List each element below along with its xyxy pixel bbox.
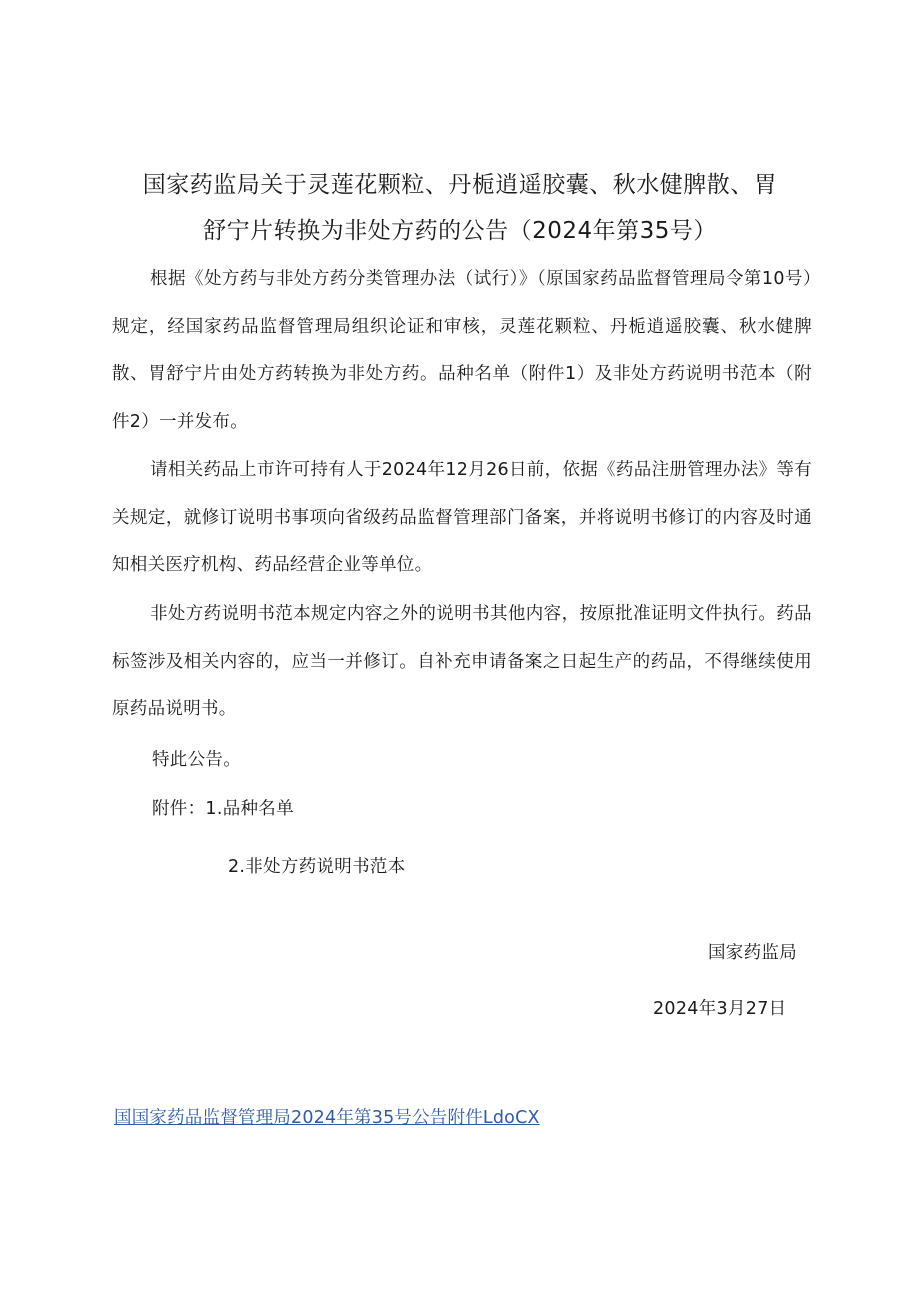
paragraph-other-content: 非处方药说明书范本规定内容之外的说明书其他内容，按原批准证明文件执行。药品标签涉及相关内容的，应当一并修订。自补充申请备案之日起生产的药品，不得继续使用原药品说明书。 [112, 604, 812, 719]
closing-text: 特此公告。 [152, 750, 241, 770]
title-line-1: 国家药监局关于灵莲花颗粒、丹栀逍遥胶囊、秋水健脾散、胃 [142, 172, 778, 198]
attachment-2: 2.非处方药说明书范本 [228, 857, 406, 877]
attachment-1: 附件：1.品种名单 [152, 799, 294, 819]
paragraph-basis: 根据《处方药与非处方药分类管理办法（试行）》（原国家药品监督管理局令第10号）规定，经国家药品监督管理局组织论证和审核，灵莲花颗粒、丹栀逍遥胶囊、秋水健脾散、胃舒宁片由处方药转换为非处方药。品种名单（附件1）及非处方药说明书范本（附件2）一并发布。 [112, 269, 812, 432]
attachment-download-link[interactable]: 国国家药品监督管理局2024年第35号公告附件LdoCX [114, 1108, 540, 1128]
signer: 国家药监局 [708, 943, 797, 963]
issue-date: 2024年3月27日 [653, 999, 787, 1019]
paragraph-deadline: 请相关药品上市许可持有人于2024年12月26日前，依据《药品注册管理办法》等有关规定，就修订说明书事项向省级药品监督管理部门备案，并将说明书修订的内容及时通知相关医疗机构、药品经营企业等单位。 [112, 460, 812, 575]
title-line-2: 舒宁片转换为非处方药的公告（2024年第35号） [203, 218, 717, 244]
